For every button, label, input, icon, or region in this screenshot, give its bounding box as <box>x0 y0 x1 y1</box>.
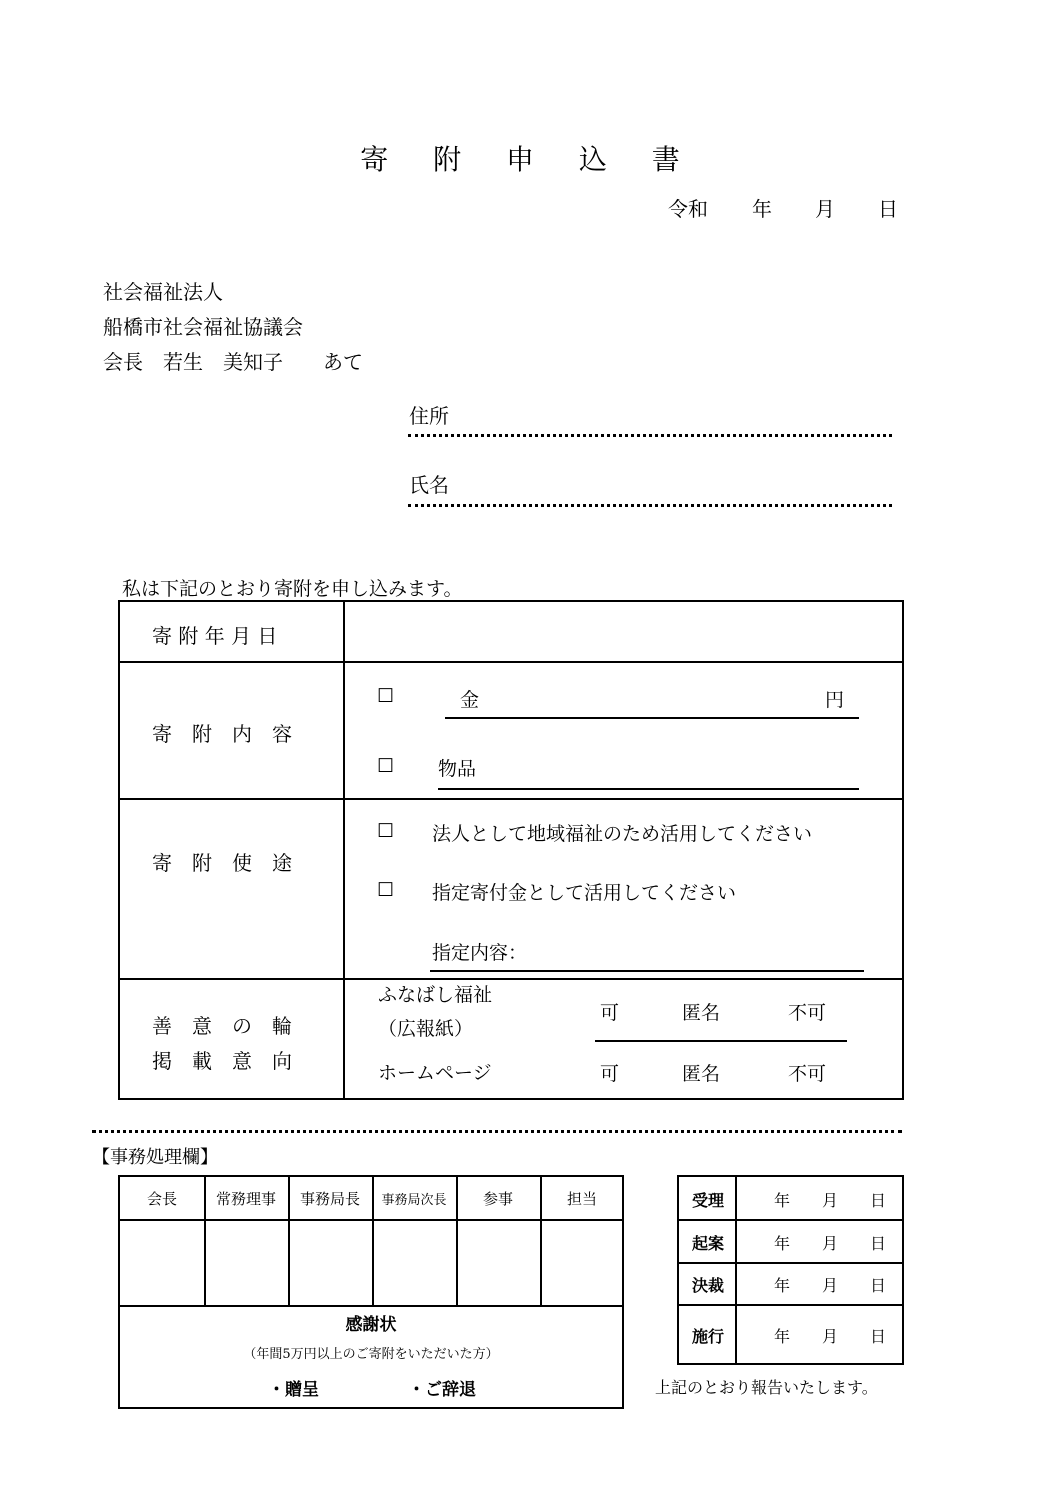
process-label: 施行 <box>691 1327 724 1346</box>
date-month: 月 <box>815 197 835 221</box>
date-day: 日 <box>878 197 898 221</box>
process-row-divider <box>679 1219 902 1221</box>
process-label: 受理 <box>691 1191 724 1210</box>
use-designated-checkbox[interactable]: ☐ <box>377 879 395 901</box>
process-date[interactable]: 年 月 日 <box>774 1191 887 1210</box>
donation-date-label: 寄 附 年 月 日 <box>152 624 278 648</box>
designation-detail-field[interactable] <box>430 970 864 972</box>
date-year: 年 <box>752 197 772 221</box>
money-amount-field[interactable] <box>445 717 859 719</box>
report-text: 上記のとおり報告いたします。 <box>655 1378 878 1397</box>
publish-label-line2: 掲 載 意 向 <box>152 1049 292 1073</box>
homepage-no-option[interactable]: 不可 <box>788 1063 827 1085</box>
cut-line <box>92 1130 902 1133</box>
row-divider <box>120 798 902 800</box>
money-checkbox[interactable]: ☐ <box>377 685 395 707</box>
publish-label-line1: 善 意 の 輪 <box>152 1014 292 1038</box>
thanks-present-option[interactable]: ・贈呈 <box>268 1380 319 1400</box>
goods-checkbox[interactable]: ☐ <box>377 755 395 777</box>
stamp-head-chair: 会長 <box>146 1190 177 1208</box>
newsletter-anonymous-option[interactable]: 匿名 <box>682 1002 721 1024</box>
addressee-org-type: 社会福祉法人 <box>103 280 223 304</box>
process-date[interactable]: 年 月 日 <box>774 1276 887 1295</box>
stamp-body-divider <box>120 1305 622 1307</box>
designation-detail-label: 指定内容： <box>432 942 528 964</box>
donation-table <box>118 600 904 1100</box>
stamp-head-counselor: 参事 <box>482 1190 513 1208</box>
newsletter-no-option[interactable]: 不可 <box>788 1002 827 1024</box>
use-general-checkbox[interactable]: ☐ <box>377 820 395 842</box>
processing-box <box>677 1175 904 1365</box>
use-general-label: 法人として地域福祉のため活用してください <box>432 823 813 845</box>
addressee-person: 会長 若生 美知子 あて <box>103 350 363 374</box>
thanks-title: 感謝状 <box>345 1315 397 1335</box>
process-row-divider <box>679 1262 902 1264</box>
newsletter-ok-option[interactable]: 可 <box>600 1002 620 1024</box>
stamp-head-executive-director: 常務理事 <box>215 1190 276 1208</box>
homepage-label: ホームページ <box>378 1062 492 1084</box>
row-divider <box>120 661 902 663</box>
thanks-note: （年間5万円以上のご寄附をいただいた方） <box>243 1347 499 1362</box>
process-date[interactable]: 年 月 日 <box>774 1327 887 1346</box>
stamp-head-secretary-general: 事務局長 <box>299 1190 360 1208</box>
process-label: 起案 <box>691 1234 724 1253</box>
row-divider <box>120 978 902 980</box>
table-divider <box>343 602 345 1098</box>
donation-use-label: 寄 附 使 途 <box>152 851 292 875</box>
homepage-anonymous-option[interactable]: 匿名 <box>682 1063 721 1085</box>
stamp-head-staff: 担当 <box>566 1190 597 1208</box>
addressee-org: 船橋市社会福祉協議会 <box>103 315 303 339</box>
approval-stamp-box <box>118 1175 624 1409</box>
office-section-heading: 【事務処理欄】 <box>92 1147 218 1168</box>
homepage-ok-option[interactable]: 可 <box>600 1063 620 1085</box>
newsletter-sublabel: （広報紙） <box>378 1018 474 1040</box>
use-designated-label: 指定寄付金として活用してください <box>432 882 737 904</box>
publish-divider <box>595 1040 847 1042</box>
thanks-decline-option[interactable]: ・ご辞退 <box>408 1380 476 1400</box>
money-unit: 円 <box>825 689 845 711</box>
form-title: 寄 附 申 込 書 <box>360 143 698 176</box>
date-era: 令和 <box>668 197 708 221</box>
address-label: 住所 <box>409 404 449 428</box>
goods-label: 物品 <box>438 758 477 780</box>
address-field[interactable] <box>408 434 892 437</box>
donation-date-field[interactable] <box>346 602 902 660</box>
newsletter-label: ふなばし福祉 <box>378 984 493 1006</box>
donation-content-label: 寄 附 内 容 <box>152 722 292 746</box>
name-label: 氏名 <box>409 473 449 497</box>
process-label: 決裁 <box>691 1276 724 1295</box>
money-label: 金 <box>460 689 480 711</box>
intro-text: 私は下記のとおり寄附を申し込みます。 <box>122 578 463 600</box>
process-row-divider <box>679 1304 902 1306</box>
process-date[interactable]: 年 月 日 <box>774 1234 887 1253</box>
goods-field[interactable] <box>438 788 859 790</box>
name-field[interactable] <box>408 504 892 507</box>
stamp-head-deputy-secretary-general: 事務局次長 <box>381 1193 447 1208</box>
